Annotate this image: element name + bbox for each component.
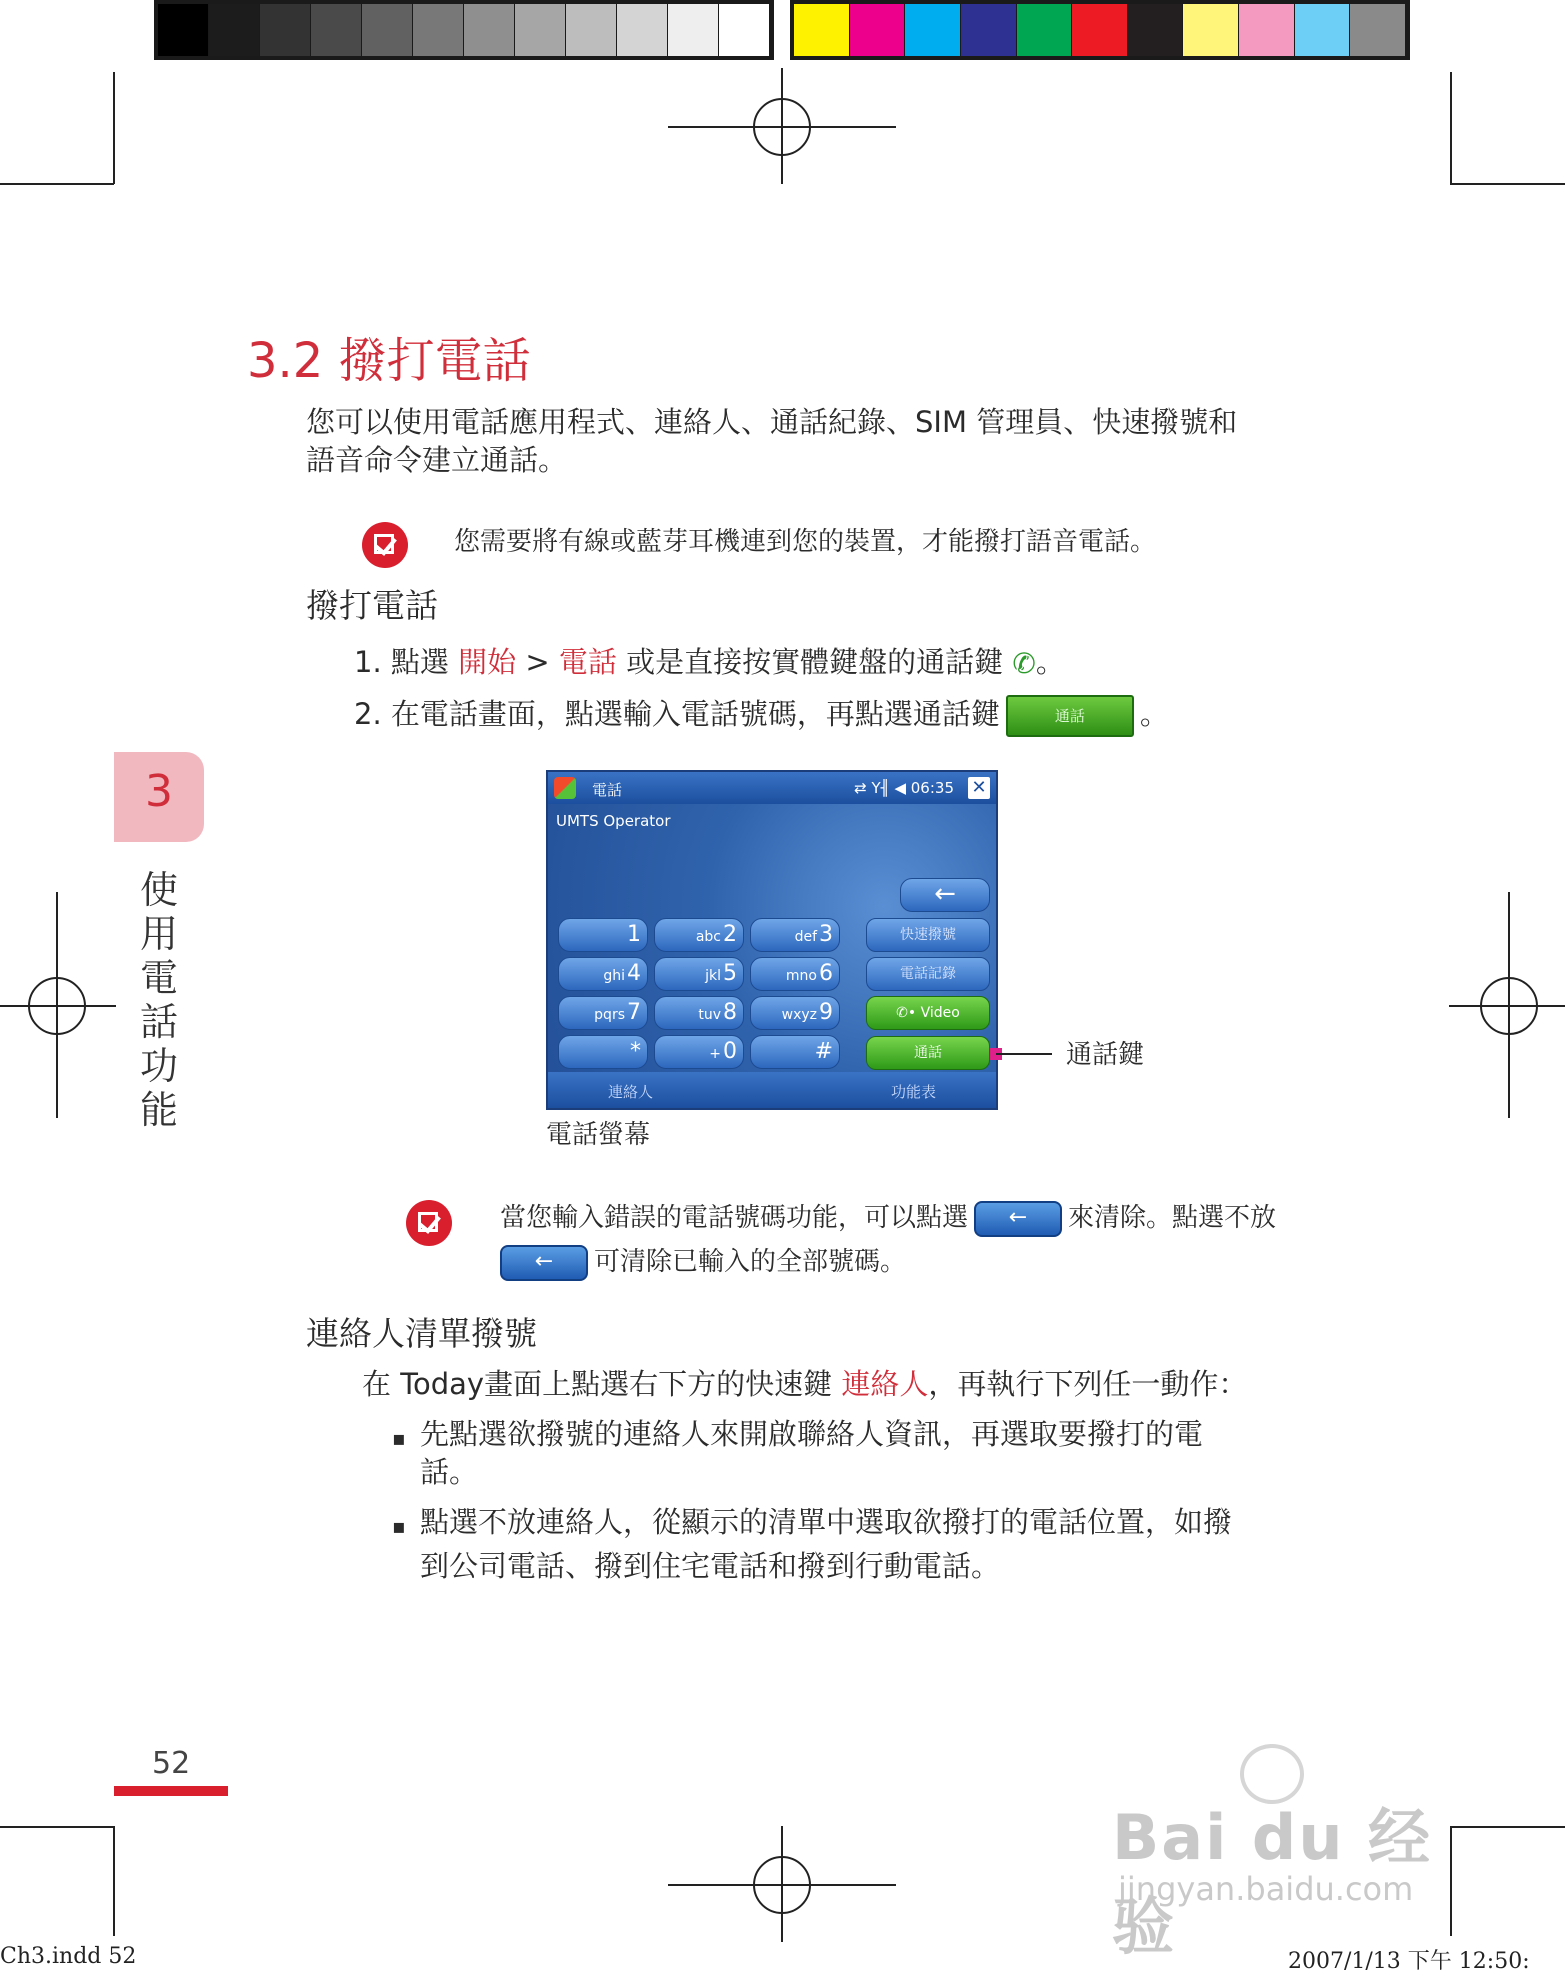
key-digit: # xyxy=(814,1039,833,1064)
color-swatch xyxy=(1072,4,1128,56)
keypad-key[interactable] xyxy=(654,957,744,991)
baidu-watermark xyxy=(1112,1744,1472,1963)
key-letters: jkl xyxy=(705,968,721,984)
note-backspace-line-1 xyxy=(500,1196,1276,1240)
keypad-key[interactable] xyxy=(558,1035,648,1069)
phone-app-title: 電話 xyxy=(592,781,623,799)
color-swatch xyxy=(1350,4,1406,56)
gray-swatch xyxy=(362,4,413,56)
softkey-menu[interactable]: 功能表 xyxy=(890,1083,936,1101)
intro-line-1: 您可以使用電話應用程式、連絡人、通話紀錄、SIM 管理員、快速撥號和 xyxy=(306,405,1238,439)
chapter-title: 使用電話功能 xyxy=(139,868,178,1132)
color-swatch xyxy=(850,4,906,56)
key-digit: 7 xyxy=(627,1000,641,1025)
step-2 xyxy=(354,694,1169,737)
key-letters: def xyxy=(794,929,817,945)
callout-line xyxy=(996,1053,1052,1055)
section-title: 3.2 撥打電話 xyxy=(247,333,531,389)
key-digit: 0 xyxy=(723,1039,737,1064)
watermark-main: Bai du 经验 xyxy=(1112,1801,1433,1963)
gray-swatch xyxy=(668,4,719,56)
bullet-2-line-2: 到公司電話、撥到住宅電話和撥到行動電話。 xyxy=(420,1549,1001,1583)
phone-call-icon: ✆ xyxy=(1012,647,1036,680)
step-1-prefix: 1. 點選 xyxy=(354,645,459,679)
status-icons: ⇄ Y╢ ◀ 06:35 xyxy=(854,779,954,797)
bullet-1-marker: ▪ xyxy=(392,1426,406,1450)
keypad-key[interactable] xyxy=(558,918,648,952)
figure-caption: 電話螢幕 xyxy=(546,1120,651,1150)
step-2-end: 。 xyxy=(1139,697,1169,731)
key-letters: mno xyxy=(785,968,817,984)
footer-file: Ch3.indd 52 xyxy=(0,1944,137,1969)
gray-swatch xyxy=(413,4,464,56)
backspace-button-inline-2: ← xyxy=(500,1245,588,1281)
talk-button[interactable]: 通話 xyxy=(866,1036,990,1070)
key-digit: 6 xyxy=(819,961,833,986)
contacts-intro-text: 在 Today畫面上點選右下方的快速鍵 xyxy=(362,1367,842,1401)
step-1-end: 。 xyxy=(1035,645,1065,679)
gray-swatch xyxy=(515,4,566,56)
start-link[interactable]: 開始 xyxy=(458,645,517,679)
gray-swatch xyxy=(464,4,515,56)
key-digit: 8 xyxy=(723,1000,737,1025)
color-swatch xyxy=(905,4,961,56)
footer-datetime: 2007/1/13 下午 12:50: xyxy=(1288,1949,1530,1974)
note2-text-3: 可清除已輸入的全部號碼。 xyxy=(594,1247,907,1277)
key-digit: 2 xyxy=(723,922,737,947)
video-label: Video xyxy=(920,1005,960,1021)
video-call-button[interactable] xyxy=(866,996,990,1030)
color-swatch xyxy=(1239,4,1295,56)
video-icon: ✆• xyxy=(896,1005,921,1021)
gray-swatch xyxy=(158,4,209,56)
call-log-button[interactable]: 電話記錄 xyxy=(866,957,990,991)
keypad-key[interactable] xyxy=(558,957,648,991)
keypad-key[interactable] xyxy=(750,1035,840,1069)
watermark-url: jingyan.baidu.com xyxy=(1118,1870,1414,1908)
contacts-intro-end: ，再執行下列任一動作： xyxy=(928,1367,1248,1401)
subheading-dial: 撥打電話 xyxy=(306,586,438,625)
key-letters: wxyz xyxy=(781,1007,817,1023)
chapter-tab xyxy=(114,752,204,842)
key-digit: 3 xyxy=(819,922,833,947)
keypad-key[interactable] xyxy=(654,918,744,952)
backspace-button[interactable]: ← xyxy=(900,878,990,912)
talk-button-inline: 通話 xyxy=(1006,695,1134,737)
note2-text-1: 當您輸入錯誤的電話號碼功能，可以點選 xyxy=(500,1203,969,1233)
subheading-contacts: 連絡人清單撥號 xyxy=(306,1314,537,1353)
gray-swatch xyxy=(260,4,311,56)
process-color-strip xyxy=(790,0,1410,60)
keypad-key[interactable] xyxy=(558,996,648,1030)
windows-start-icon[interactable] xyxy=(554,777,576,799)
color-swatch xyxy=(961,4,1017,56)
page-number-bar xyxy=(114,1786,228,1796)
color-swatch xyxy=(794,4,850,56)
key-letters: + xyxy=(709,1046,721,1062)
chapter-number: 3 xyxy=(145,766,173,817)
step-2-text: 2. 在電話畫面，點選輸入電話號碼，再點選通話鍵 xyxy=(354,697,1000,731)
keypad-key[interactable] xyxy=(750,957,840,991)
close-icon[interactable]: ✕ xyxy=(968,777,990,799)
note2-text-2: 來清除。點選不放 xyxy=(1068,1203,1277,1233)
color-swatch xyxy=(1183,4,1239,56)
softkey-bar xyxy=(548,1072,996,1108)
key-digit: 5 xyxy=(723,961,737,986)
note-backspace-line-2 xyxy=(494,1240,906,1284)
bullet-1-line-2: 話。 xyxy=(420,1455,479,1489)
phone-titlebar xyxy=(548,772,996,804)
speed-dial-button[interactable]: 快速撥號 xyxy=(866,918,990,952)
note-check-icon xyxy=(362,522,408,568)
gray-swatch xyxy=(311,4,362,56)
step-1-gt: > xyxy=(516,645,559,679)
color-swatch xyxy=(1128,4,1184,56)
step-1-text: 或是直接按實體鍵盤的通話鍵 xyxy=(616,645,1004,679)
gray-swatch xyxy=(209,4,260,56)
color-swatch xyxy=(1017,4,1073,56)
softkey-contacts[interactable]: 連絡人 xyxy=(608,1083,654,1101)
backspace-button-inline: ← xyxy=(974,1201,1062,1237)
key-digit: * xyxy=(630,1039,641,1064)
operator-name: UMTS Operator xyxy=(556,812,671,830)
contacts-intro xyxy=(362,1364,1247,1404)
key-digit: 1 xyxy=(627,922,641,947)
key-digit: 9 xyxy=(819,1000,833,1025)
keypad-key[interactable] xyxy=(654,996,744,1030)
key-letters: abc xyxy=(695,929,721,945)
key-letters: ghi xyxy=(603,968,625,984)
gray-swatch xyxy=(617,4,668,56)
callout-label: 通話鍵 xyxy=(1066,1040,1145,1070)
key-letters: tuv xyxy=(698,1007,721,1023)
keypad-key[interactable] xyxy=(750,996,840,1030)
color-swatch xyxy=(1295,4,1351,56)
keypad-key[interactable] xyxy=(750,918,840,952)
keypad-key[interactable] xyxy=(654,1035,744,1069)
grayscale-strip xyxy=(154,0,774,60)
intro-line-2: 語音命令建立通話。 xyxy=(306,443,568,477)
note-check-icon-2 xyxy=(406,1200,452,1246)
gray-swatch xyxy=(719,4,770,56)
page-number: 52 xyxy=(152,1746,191,1781)
key-letters: pqrs xyxy=(594,1007,625,1023)
contacts-link[interactable]: 連絡人 xyxy=(841,1367,929,1401)
key-digit: 4 xyxy=(627,961,641,986)
bullet-2-line-1: 點選不放連絡人，從顯示的清單中選取欲撥打的電話位置，如撥 xyxy=(420,1505,1233,1539)
phone-link[interactable]: 電話 xyxy=(558,645,617,679)
gray-swatch xyxy=(566,4,617,56)
note-headset: 您需要將有線或藍芽耳機連到您的裝置，才能撥打語音電話。 xyxy=(454,527,1157,557)
bullet-1-line-1: 先點選欲撥號的連絡人來開啟聯絡人資訊，再選取要撥打的電 xyxy=(420,1417,1204,1451)
phone-screenshot xyxy=(546,770,998,1110)
step-1 xyxy=(354,642,1065,684)
bullet-2-marker: ▪ xyxy=(392,1514,406,1538)
